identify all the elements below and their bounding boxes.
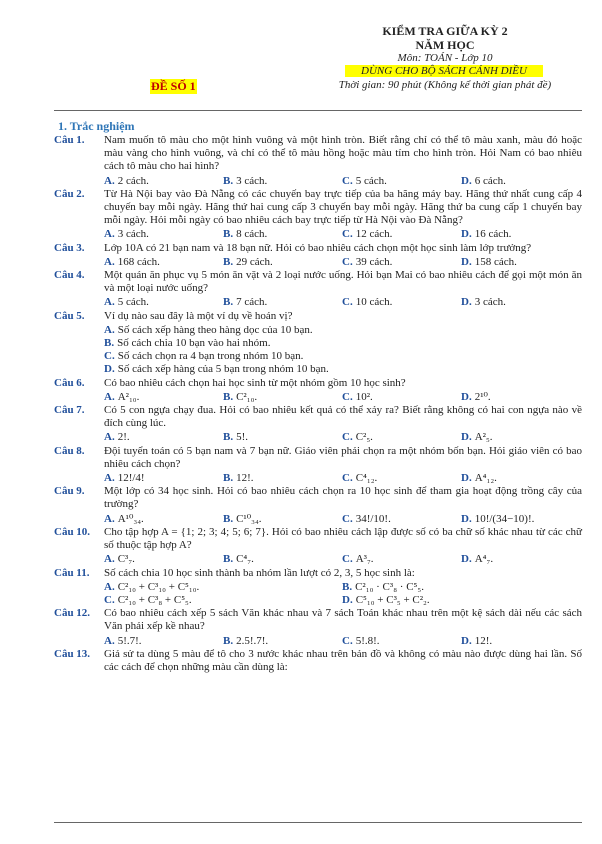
question-text: Từ Hà Nội bay vào Đà Nẵng có các chuyến bay trực tiếp của ba hãng máy bay. Hãng thứ nhất cung cấp 4 chuyến bay mỗi ngày. Hãng thứ hai cung cấp 3 chuyến bay mỗi ngày. Hãng thứ ba cung cấp 1 chuyến bay mỗi ngày. Hỏi mỗi ngày có bao nhiêu cách bay trực tiếp từ Hà Nội vào Đà Nẵng? xyxy=(104,187,582,227)
answer-option: C. 5 cách. xyxy=(342,174,387,187)
answer-option: C. Số cách chọn ra 4 bạn trong nhóm 10 bạn. xyxy=(104,350,304,363)
answer-option: C. 5!.8!. xyxy=(342,634,380,647)
question-2 xyxy=(54,188,582,228)
top-divider xyxy=(54,110,582,111)
answer-option: B. Số cách chia 10 bạn vào hai nhóm. xyxy=(104,337,271,350)
answer-option: A. A¹⁰₃₄. xyxy=(104,512,144,525)
answer-options xyxy=(54,472,582,485)
answer-option: C. 12 cách. xyxy=(342,228,393,241)
question-label: Câu 1. xyxy=(54,134,85,146)
time-limit: Thời gian: 90 phút (Không kể thời gian phát đề) xyxy=(338,79,552,91)
answer-option: C. 10 cách. xyxy=(342,296,393,309)
answer-option: A. C²₁₀ + C³₁₀ + C⁵₁₀. xyxy=(104,580,200,593)
answer-option: A. A²₁₀. xyxy=(104,390,140,403)
question-text: Đội tuyển toán có 5 bạn nam và 7 bạn nữ. Giáo viên phải chọn ra một nhóm bốn bạn. Hỏi giáo viên có bao nhiêu cách chọn? xyxy=(104,444,582,470)
answer-option: B. C¹⁰₃₄. xyxy=(223,512,262,525)
answer-option: D. 12!. xyxy=(461,634,493,647)
answer-options xyxy=(54,581,582,594)
school-year: NĂM HỌC xyxy=(415,38,475,52)
answer-option: A. C³₇. xyxy=(104,553,135,566)
answer-option: C. 39 cách. xyxy=(342,255,393,268)
question-label: Câu 7. xyxy=(54,404,85,417)
exam-code: ĐỀ SỐ 1 xyxy=(151,79,196,93)
subject-line: Môn: TOÁN - Lớp 10 xyxy=(397,52,493,64)
answer-option: A. 3 cách. xyxy=(104,228,149,241)
question-5 xyxy=(54,310,582,323)
section-heading: 1. Trắc nghiệm xyxy=(58,119,135,133)
question-text: Một lớp có 34 học sinh. Hỏi có bao nhiêu cách chọn ra 10 học sinh để tham gia hoạt động trồng cây của trường? xyxy=(104,485,582,511)
answer-option: B. 12!. xyxy=(223,472,254,485)
answer-options xyxy=(54,635,582,648)
question-label: Câu 9. xyxy=(54,485,85,498)
question-label: Câu 2. xyxy=(54,187,85,200)
answer-option: C. A³₇. xyxy=(342,553,374,566)
question-text: Nam muốn tô màu cho một hình vuông và một hình tròn. Biết rằng chỉ có thể tô màu xanh, màu đỏ hoặc màu vàng cho hình vuông, và chỉ có thể tô màu hồng hoặc màu tím cho hình tròn. Hỏi Nam có bao nhiêu cách tô màu cho hai hình? xyxy=(104,134,582,173)
answer-option: A. 5 cách. xyxy=(104,296,149,309)
answer-option: D. 158 cách. xyxy=(461,255,517,268)
question-text: Một quán ăn phục vụ 5 món ăn vặt và 2 loại nước uống. Hỏi bạn Mai có bao nhiêu cách để gọi một món ăn và một loại nước uống? xyxy=(104,269,582,295)
question-text: Số cách chia 10 học sinh thành ba nhóm lần lượt có 2, 3, 5 học sinh là: xyxy=(104,566,415,579)
answer-option: B. C²₁₀. xyxy=(223,390,258,403)
question-9 xyxy=(54,485,582,511)
answer-option: C. C²₁₀ + C³₈ + C⁵₅. xyxy=(104,593,192,606)
question-label: Câu 12. xyxy=(54,607,91,620)
answer-option: B. 8 cách. xyxy=(223,228,268,241)
question-label: Câu 3. xyxy=(54,241,85,254)
question-13 xyxy=(54,648,582,674)
answer-option: D. 2¹⁰. xyxy=(461,390,491,403)
question-text: Có bao nhiêu cách chọn hai học sinh từ một nhóm gồm 10 học sinh? xyxy=(104,376,406,389)
answer-option: D. 10!/(34−10)!. xyxy=(461,512,535,525)
answer-options xyxy=(54,228,582,241)
answer-option: A. 2!. xyxy=(104,431,130,444)
answer-options xyxy=(54,594,582,607)
question-text: Ví dụ nào sau đây là một ví dụ về hoán vị? xyxy=(104,309,293,322)
answer-option: D. A²₅. xyxy=(461,431,493,444)
answer-option: D. 6 cách. xyxy=(461,174,506,187)
question-3 xyxy=(54,242,582,255)
answer-option: B. 5!. xyxy=(223,431,249,444)
answer-option: C. C⁴₁₂. xyxy=(342,472,378,485)
question-11 xyxy=(54,567,582,580)
question-12 xyxy=(54,607,582,633)
answer-option: B. 7 cách. xyxy=(223,296,268,309)
answer-option: B. 29 cách. xyxy=(223,255,273,268)
answer-option: C. 34!/10!. xyxy=(342,512,391,525)
question-label: Câu 10. xyxy=(54,525,91,538)
question-text: Cho tập hợp A = {1; 2; 3; 4; 5; 6; 7}. Hỏi có bao nhiêu cách lập được số có ba chữ số khác nhau từ các chữ số thuộc tập hợp A? xyxy=(104,525,582,552)
question-label: Câu 13. xyxy=(54,647,91,660)
answer-option: D. C⁵₁₀ + C³₅ + C²₂. xyxy=(342,593,430,606)
answer-option: D. 16 cách. xyxy=(461,228,512,241)
answer-option: A. 168 cách. xyxy=(104,255,160,268)
question-4 xyxy=(54,269,582,295)
answer-option: C. 10². xyxy=(342,390,373,403)
answer-option: B. 2.5!.7!. xyxy=(223,634,269,647)
question-7 xyxy=(54,404,582,430)
question-text: Có 5 con ngựa chạy đua. Hỏi có bao nhiêu kết quả có thể xảy ra? Biết rằng không có hai con ngựa nào về đích cùng lúc. xyxy=(104,404,582,430)
answer-options xyxy=(54,431,582,444)
answer-option: A. Số cách xếp hàng theo hàng dọc của 10 bạn. xyxy=(104,323,313,336)
answer-option: D. A⁴₁₂. xyxy=(461,472,497,485)
exam-title: KIỂM TRA GIỮA KỲ 2 xyxy=(382,24,508,38)
question-10 xyxy=(54,526,582,552)
question-text: Lớp 10A có 21 bạn nam và 18 bạn nữ. Hỏi có bao nhiêu cách chọn một học sinh làm lớp trưởng? xyxy=(104,241,532,254)
answer-options xyxy=(54,256,582,269)
answer-option: D. 3 cách. xyxy=(461,296,506,309)
question-label: Câu 8. xyxy=(54,444,85,457)
question-label: Câu 11. xyxy=(54,566,90,579)
answer-option: A. 2 cách. xyxy=(104,174,149,187)
answer-option: D. Số cách xếp hàng của 5 bạn trong nhóm 10 bạn. xyxy=(104,363,329,376)
question-label: Câu 4. xyxy=(54,269,85,282)
answer-option: D. A⁴₇. xyxy=(461,553,494,566)
question-8 xyxy=(54,445,582,471)
question-text: Có bao nhiêu cách xếp 5 sách Văn khác nhau và 7 sách Toán khác nhau trên một kệ sách dài nếu các sách Văn phải xếp kề nhau? xyxy=(104,607,582,633)
question-list xyxy=(54,134,582,675)
question-label: Câu 5. xyxy=(54,309,85,322)
question-1 xyxy=(54,134,582,174)
bottom-divider xyxy=(54,822,582,823)
question-text: Giả sử ta dùng 5 màu để tô cho 3 nước khác nhau trên bản đồ và không có màu nào được dùng hai lần. Số các cách để chọn những màu cần dùng là: xyxy=(104,647,582,673)
question-6 xyxy=(54,377,582,390)
answer-option: A. 12!/4! xyxy=(104,472,145,485)
answer-option: C. C²₅. xyxy=(342,431,373,444)
answer-option: B. C²₁₀ · C³₈ · C⁵₅. xyxy=(342,580,424,593)
answer-options xyxy=(54,296,582,309)
answer-options xyxy=(54,391,582,404)
answer-options xyxy=(54,553,582,566)
book-series-banner: DÙNG CHO BỘ SÁCH CÁNH DIỀU xyxy=(345,65,543,77)
question-label: Câu 6. xyxy=(54,376,85,389)
answer-option: A. 5!.7!. xyxy=(104,634,142,647)
answer-options xyxy=(54,175,582,188)
answer-option: B. C⁴₇. xyxy=(223,553,254,566)
answer-options xyxy=(54,513,582,526)
answer-option: B. 3 cách. xyxy=(223,174,268,187)
